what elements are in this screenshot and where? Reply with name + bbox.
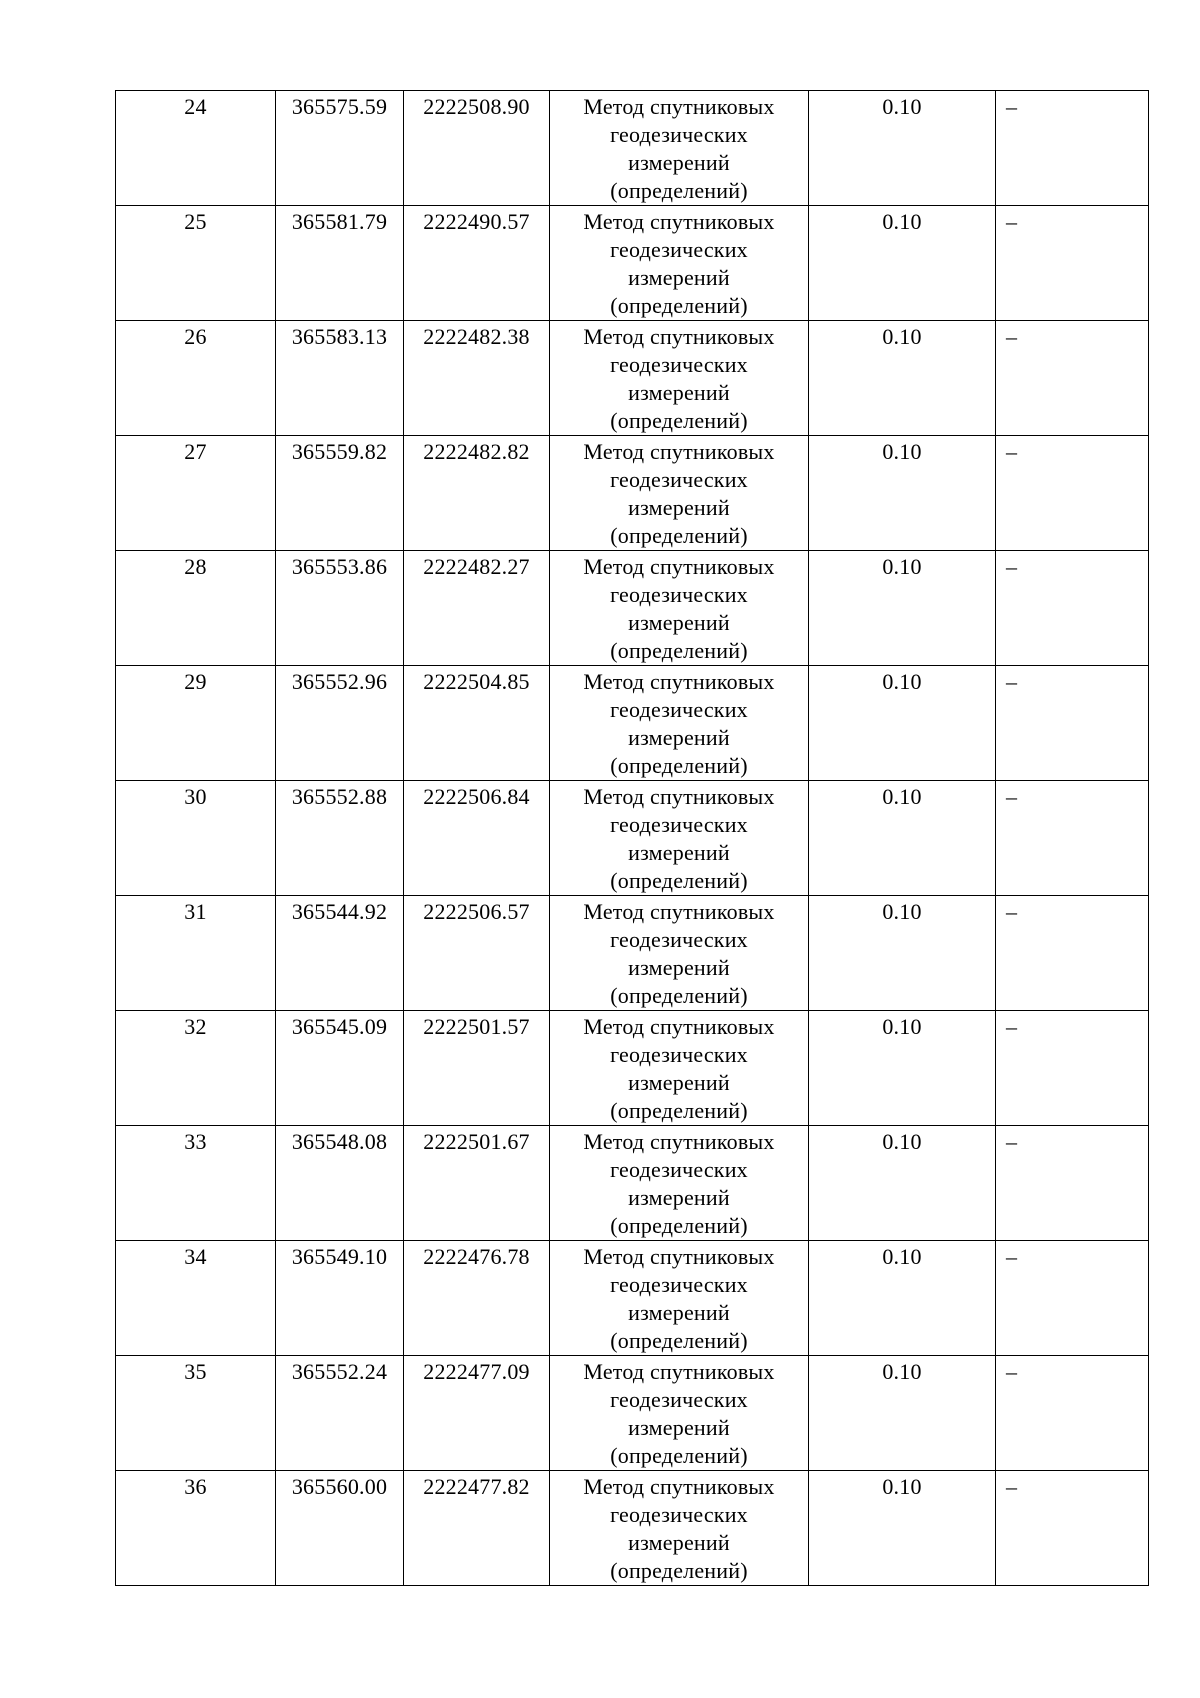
- x-coordinate: 365545.09: [291, 1014, 388, 1039]
- point-number: 36: [184, 1474, 207, 1499]
- note-cell: [996, 1241, 1149, 1356]
- method-line: измерений: [628, 150, 730, 175]
- y-coordinate: 2222501.57: [423, 1014, 530, 1039]
- method-line: Метод спутниковых: [583, 439, 775, 464]
- y-coordinate-cell: [404, 781, 550, 896]
- precision-cell: [809, 1011, 996, 1126]
- y-coordinate-cell: [404, 321, 550, 436]
- method-line: Метод спутниковых: [583, 209, 775, 234]
- point-number-cell: [116, 1356, 276, 1471]
- note-cell: [996, 321, 1149, 436]
- point-number-cell: [116, 1126, 276, 1241]
- method-cell: [550, 91, 809, 206]
- method-cell: [550, 781, 809, 896]
- x-coordinate-cell: [276, 1356, 404, 1471]
- point-number-cell: [116, 436, 276, 551]
- note-cell: [996, 91, 1149, 206]
- method-cell: [550, 321, 809, 436]
- table-row: [116, 321, 1149, 436]
- y-coordinate: 2222490.57: [423, 209, 530, 234]
- note-cell: [996, 206, 1149, 321]
- method-line: (определений): [610, 293, 748, 318]
- x-coordinate: 365553.86: [291, 554, 388, 579]
- note-value: –: [1006, 554, 1018, 579]
- point-number-cell: [116, 1011, 276, 1126]
- y-coordinate-cell: [404, 91, 550, 206]
- method-line: геодезических: [610, 812, 748, 837]
- table-row: [116, 896, 1149, 1011]
- precision-value: 0.10: [882, 1474, 922, 1499]
- precision-cell: [809, 666, 996, 781]
- point-number: 33: [184, 1129, 207, 1154]
- x-coordinate-cell: [276, 896, 404, 1011]
- precision-value: 0.10: [882, 1129, 922, 1154]
- note-value: –: [1006, 209, 1018, 234]
- table-row: [116, 551, 1149, 666]
- point-number: 29: [184, 669, 207, 694]
- method-line: Метод спутниковых: [583, 324, 775, 349]
- note-value: –: [1006, 324, 1018, 349]
- note-cell: [996, 1126, 1149, 1241]
- method-line: Метод спутниковых: [583, 1474, 775, 1499]
- method-line: (определений): [610, 1328, 748, 1353]
- method-line: (определений): [610, 178, 748, 203]
- y-coordinate-cell: [404, 896, 550, 1011]
- table-row: [116, 436, 1149, 551]
- x-coordinate-cell: [276, 1471, 404, 1586]
- method-line: измерений: [628, 265, 730, 290]
- method-line: измерений: [628, 1185, 730, 1210]
- point-number-cell: [116, 1471, 276, 1586]
- y-coordinate-cell: [404, 436, 550, 551]
- x-coordinate-cell: [276, 551, 404, 666]
- precision-cell: [809, 551, 996, 666]
- note-cell: [996, 1356, 1149, 1471]
- table-row: [116, 781, 1149, 896]
- precision-value: 0.10: [882, 324, 922, 349]
- point-number-cell: [116, 781, 276, 896]
- point-number-cell: [116, 206, 276, 321]
- table-row: [116, 1126, 1149, 1241]
- method-cell: [550, 1356, 809, 1471]
- y-coordinate: 2222504.85: [423, 669, 530, 694]
- x-coordinate: 365552.24: [291, 1359, 388, 1384]
- method-line: геодезических: [610, 1272, 748, 1297]
- note-cell: [996, 896, 1149, 1011]
- table-row: [116, 1471, 1149, 1586]
- table-row: [116, 1356, 1149, 1471]
- method-line: Метод спутниковых: [583, 784, 775, 809]
- precision-cell: [809, 436, 996, 551]
- method-line: измерений: [628, 725, 730, 750]
- method-line: измерений: [628, 1070, 730, 1095]
- precision-value: 0.10: [882, 784, 922, 809]
- method-line: измерений: [628, 610, 730, 635]
- note-cell: [996, 781, 1149, 896]
- point-number: 35: [184, 1359, 207, 1384]
- note-value: –: [1006, 669, 1018, 694]
- y-coordinate-cell: [404, 666, 550, 781]
- point-number-cell: [116, 551, 276, 666]
- method-line: геодезических: [610, 1387, 748, 1412]
- note-cell: [996, 1011, 1149, 1126]
- note-cell: [996, 666, 1149, 781]
- y-coordinate-cell: [404, 1241, 550, 1356]
- method-line: геодезических: [610, 1157, 748, 1182]
- method-cell: [550, 666, 809, 781]
- method-line: (определений): [610, 1098, 748, 1123]
- x-coordinate: 365552.88: [291, 784, 388, 809]
- x-coordinate-cell: [276, 1241, 404, 1356]
- method-line: геодезических: [610, 237, 748, 262]
- x-coordinate: 365559.82: [291, 439, 388, 464]
- method-line: (определений): [610, 868, 748, 893]
- method-line: Метод спутниковых: [583, 554, 775, 579]
- precision-value: 0.10: [882, 1359, 922, 1384]
- method-cell: [550, 1471, 809, 1586]
- note-value: –: [1006, 1244, 1018, 1269]
- x-coordinate: 365544.92: [291, 899, 388, 924]
- note-cell: [996, 551, 1149, 666]
- y-coordinate-cell: [404, 1126, 550, 1241]
- x-coordinate-cell: [276, 321, 404, 436]
- point-number-cell: [116, 666, 276, 781]
- method-line: (определений): [610, 523, 748, 548]
- method-cell: [550, 1241, 809, 1356]
- method-cell: [550, 1126, 809, 1241]
- method-line: измерений: [628, 1415, 730, 1440]
- x-coordinate-cell: [276, 1011, 404, 1126]
- y-coordinate: 2222501.67: [423, 1129, 530, 1154]
- precision-cell: [809, 1241, 996, 1356]
- method-cell: [550, 206, 809, 321]
- precision-cell: [809, 1356, 996, 1471]
- method-cell: [550, 1011, 809, 1126]
- method-line: Метод спутниковых: [583, 1244, 775, 1269]
- method-cell: [550, 896, 809, 1011]
- precision-value: 0.10: [882, 669, 922, 694]
- precision-cell: [809, 1126, 996, 1241]
- point-number-cell: [116, 896, 276, 1011]
- x-coordinate-cell: [276, 666, 404, 781]
- point-number: 31: [184, 899, 207, 924]
- y-coordinate-cell: [404, 1471, 550, 1586]
- point-number: 30: [184, 784, 207, 809]
- point-number: 34: [184, 1244, 207, 1269]
- method-line: (определений): [610, 1558, 748, 1583]
- table-body: [116, 91, 1149, 1586]
- y-coordinate: 2222477.82: [423, 1474, 530, 1499]
- point-number: 27: [184, 439, 207, 464]
- point-number-cell: [116, 321, 276, 436]
- precision-cell: [809, 781, 996, 896]
- method-line: (определений): [610, 1443, 748, 1468]
- y-coordinate: 2222482.82: [423, 439, 530, 464]
- x-coordinate: 365560.00: [291, 1474, 388, 1499]
- precision-cell: [809, 321, 996, 436]
- point-number-cell: [116, 91, 276, 206]
- method-line: измерений: [628, 380, 730, 405]
- table-row: [116, 91, 1149, 206]
- precision-value: 0.10: [882, 554, 922, 579]
- y-coordinate-cell: [404, 551, 550, 666]
- note-value: –: [1006, 94, 1018, 119]
- note-value: –: [1006, 784, 1018, 809]
- x-coordinate-cell: [276, 206, 404, 321]
- precision-value: 0.10: [882, 1244, 922, 1269]
- x-coordinate: 365549.10: [291, 1244, 388, 1269]
- x-coordinate: 365581.79: [291, 209, 388, 234]
- y-coordinate: 2222506.84: [423, 784, 530, 809]
- y-coordinate-cell: [404, 1011, 550, 1126]
- method-line: геодезических: [610, 697, 748, 722]
- x-coordinate: 365575.59: [291, 94, 388, 119]
- y-coordinate: 2222476.78: [423, 1244, 530, 1269]
- y-coordinate-cell: [404, 206, 550, 321]
- note-value: –: [1006, 1129, 1018, 1154]
- y-coordinate: 2222482.38: [423, 324, 530, 349]
- y-coordinate: 2222508.90: [423, 94, 530, 119]
- method-line: геодезических: [610, 582, 748, 607]
- precision-value: 0.10: [882, 209, 922, 234]
- precision-cell: [809, 1471, 996, 1586]
- y-coordinate: 2222477.09: [423, 1359, 530, 1384]
- method-line: геодезических: [610, 122, 748, 147]
- method-line: измерений: [628, 1530, 730, 1555]
- method-line: Метод спутниковых: [583, 94, 775, 119]
- method-line: Метод спутниковых: [583, 669, 775, 694]
- method-line: Метод спутниковых: [583, 899, 775, 924]
- table-row: [116, 666, 1149, 781]
- method-line: измерений: [628, 955, 730, 980]
- point-number: 24: [184, 94, 207, 119]
- method-line: Метод спутниковых: [583, 1359, 775, 1384]
- x-coordinate: 365583.13: [291, 324, 388, 349]
- method-line: измерений: [628, 840, 730, 865]
- table-row: [116, 1241, 1149, 1356]
- precision-value: 0.10: [882, 899, 922, 924]
- method-line: геодезических: [610, 467, 748, 492]
- method-line: геодезических: [610, 1042, 748, 1067]
- table-row: [116, 1011, 1149, 1126]
- note-value: –: [1006, 899, 1018, 924]
- y-coordinate: 2222506.57: [423, 899, 530, 924]
- method-line: измерений: [628, 495, 730, 520]
- method-line: (определений): [610, 408, 748, 433]
- point-number: 28: [184, 554, 207, 579]
- table-row: [116, 206, 1149, 321]
- precision-value: 0.10: [882, 439, 922, 464]
- method-line: Метод спутниковых: [583, 1014, 775, 1039]
- note-value: –: [1006, 439, 1018, 464]
- x-coordinate: 365548.08: [291, 1129, 388, 1154]
- method-line: (определений): [610, 1213, 748, 1238]
- note-value: –: [1006, 1474, 1018, 1499]
- point-number: 25: [184, 209, 207, 234]
- precision-cell: [809, 91, 996, 206]
- method-cell: [550, 551, 809, 666]
- method-line: (определений): [610, 753, 748, 778]
- x-coordinate-cell: [276, 436, 404, 551]
- point-number: 32: [184, 1014, 207, 1039]
- y-coordinate-cell: [404, 1356, 550, 1471]
- x-coordinate-cell: [276, 781, 404, 896]
- note-value: –: [1006, 1359, 1018, 1384]
- note-value: –: [1006, 1014, 1018, 1039]
- precision-cell: [809, 206, 996, 321]
- y-coordinate: 2222482.27: [423, 554, 530, 579]
- note-cell: [996, 1471, 1149, 1586]
- method-line: геодезических: [610, 1502, 748, 1527]
- point-number: 26: [184, 324, 207, 349]
- note-cell: [996, 436, 1149, 551]
- method-line: измерений: [628, 1300, 730, 1325]
- method-line: геодезических: [610, 352, 748, 377]
- precision-cell: [809, 896, 996, 1011]
- x-coordinate: 365552.96: [291, 669, 388, 694]
- coordinates-table: [115, 90, 1149, 1586]
- point-number-cell: [116, 1241, 276, 1356]
- precision-value: 0.10: [882, 94, 922, 119]
- method-line: Метод спутниковых: [583, 1129, 775, 1154]
- precision-value: 0.10: [882, 1014, 922, 1039]
- x-coordinate-cell: [276, 91, 404, 206]
- method-line: (определений): [610, 638, 748, 663]
- method-line: геодезических: [610, 927, 748, 952]
- method-line: (определений): [610, 983, 748, 1008]
- method-cell: [550, 436, 809, 551]
- x-coordinate-cell: [276, 1126, 404, 1241]
